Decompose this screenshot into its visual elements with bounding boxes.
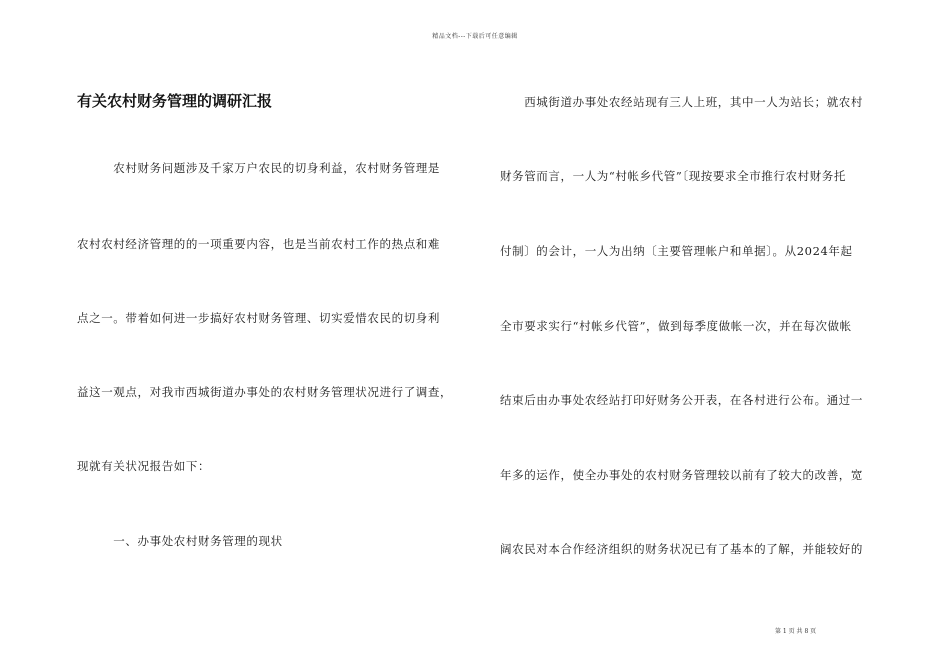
paragraph-line: 西城街道办事处农经站现有三人上班，其中一人为站长；就农村 [500, 95, 863, 109]
paragraph-line: 阔农民对本合作经济组织的财务状况已有了基本的了解，并能较好的 [500, 542, 863, 556]
page-number: 第 1 页 共 8 页 [775, 628, 817, 635]
header-note: 精品文档---下载后可任意编辑 [432, 33, 518, 40]
paragraph-line: 现就有关状况报告如下： [77, 459, 211, 473]
paragraph-line: 全市要求实行“村帐乡代管”，做到每季度做帐一次，并在每次做帐 [500, 319, 852, 333]
paragraph-line: 年多的运作，使全办事处的农村财务管理较以前有了较大的改善，宽 [500, 468, 863, 482]
paragraph-line: 农村财务问题涉及千家万户农民的切身利益，农村财务管理是 [77, 161, 440, 175]
section-heading: 一、办事处农村财务管理的现状 [77, 534, 283, 548]
paragraph-line: 点之一。带着如何进一步搞好农村财务管理、切实爱惜农民的切身利 [77, 311, 440, 325]
paragraph-line: 付制〕的会计，一人为出纳〔主要管理帐户和单据〕。从2024年起 [500, 244, 853, 258]
paragraph-line: 财务管而言，一人为“村帐乡代管”〔现按要求全市推行农村财务托 [500, 169, 847, 183]
document-title: 有关农村财务管理的调研汇报 [77, 92, 273, 110]
paragraph-line: 结束后由办事处农经站打印好财务公开表，在各村进行公布。通过一 [500, 393, 863, 407]
paragraph-line: 农村农村经济管理的的一项重要内容，也是当前农村工作的热点和难 [77, 237, 440, 251]
paragraph-line: 益这一观点，对我市西城街道办事处的农村财务管理状况进行了调查， [77, 385, 453, 399]
